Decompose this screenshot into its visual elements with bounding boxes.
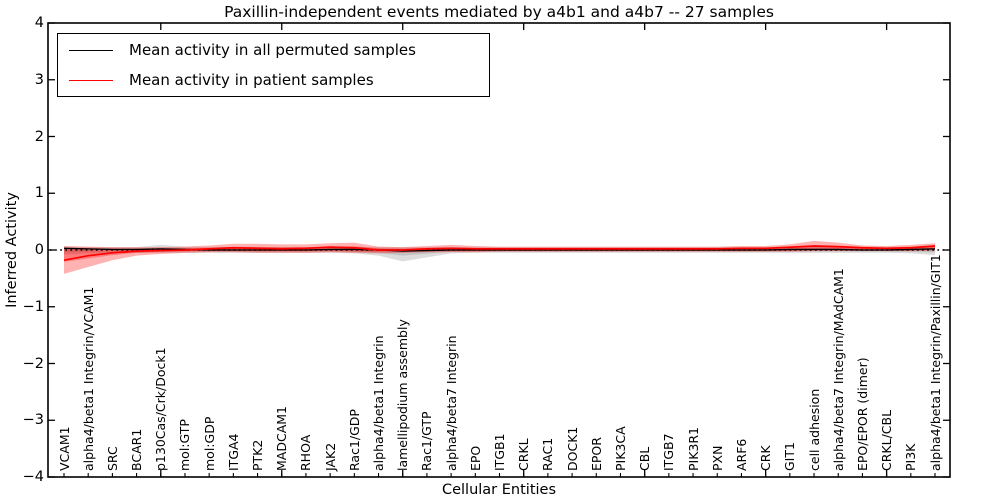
xtick-label: CRKL/CBL <box>879 409 895 471</box>
legend-line-black-icon <box>69 50 113 51</box>
xtick-label: VCAM1 <box>56 426 72 471</box>
legend-line-red-icon <box>69 80 113 81</box>
xtick-label: ITGB1 <box>492 433 507 471</box>
xtick-label: CRK <box>758 445 774 471</box>
plot-title: Paxillin-independent events mediated by a4b1 and a4b7 -- 27 samples <box>224 3 774 21</box>
ytick-label: 0 <box>34 242 44 258</box>
xtick-label: MADCAM1 <box>274 406 290 471</box>
xtick-label: alpha4/beta7 Integrin <box>443 335 459 471</box>
ytick-label: 2 <box>34 128 44 145</box>
ytick-label: 4 <box>34 15 44 31</box>
xtick-label: CRKL <box>516 438 532 471</box>
xtick-label: CBL <box>637 446 653 471</box>
xtick-label: ITGA4 <box>225 433 241 471</box>
xtick-label: Rac1/GDP <box>346 409 362 471</box>
xtick-label: JAK2 <box>322 442 338 471</box>
xtick-label: ARF6 <box>733 438 749 471</box>
legend <box>57 33 490 97</box>
xtick-label: PXN <box>709 445 725 471</box>
legend-label-patient: Mean activity in patient samples <box>129 71 374 89</box>
ytick-label: −1 <box>22 298 44 315</box>
xtick-label: PIK3R1 <box>685 426 701 471</box>
xtick-label: PTK2 <box>250 439 266 471</box>
xtick-label: p130Cas/Crk/Dock1 <box>153 347 169 471</box>
ytick-label: −3 <box>22 412 44 429</box>
xtick-label: alpha4/beta1 Integrin <box>371 335 387 471</box>
xtick-label: BCAR1 <box>129 428 145 471</box>
xtick-label: alpha4/beta1 Integrin/Paxillin/GIT1 <box>927 254 943 471</box>
legend-label-permuted: Mean activity in all permuted samples <box>129 41 416 59</box>
xtick-label: EPO <box>467 445 483 471</box>
xtick-label: DOCK1 <box>564 426 580 471</box>
xtick-label: mol:GDP <box>201 416 217 471</box>
xtick-label: alpha4/beta1 Integrin/VCAM1 <box>80 286 96 471</box>
xtick-label: RAC1 <box>540 437 556 471</box>
xtick-label: PIK3CA <box>612 426 628 471</box>
ytick-label: 3 <box>34 71 44 88</box>
xtick-label: cell adhesion <box>806 388 822 471</box>
xtick-label: RHOA <box>298 434 314 471</box>
ytick-label: −4 <box>22 469 44 485</box>
xtick-label: mol:GTP <box>177 419 193 471</box>
xtick-label: PI3K <box>903 443 919 471</box>
x-axis-label: Cellular Entities <box>441 482 557 498</box>
xtick-label: EPO/EPOR (dimer) <box>854 357 870 471</box>
legend-item-patient <box>58 66 489 94</box>
xtick-label: EPOR <box>588 437 604 471</box>
xtick-label: lamellipodium assembly <box>395 319 411 471</box>
legend-item-permuted <box>58 36 489 64</box>
xtick-label: SRC <box>104 446 120 471</box>
y-axis-label: Inferred Activity <box>4 192 20 308</box>
ytick-label: 1 <box>34 185 44 202</box>
ytick-label: −2 <box>22 355 44 372</box>
xtick-label: alpha4/beta7 Integrin/MAdCAM1 <box>830 268 846 471</box>
xtick-label: GIT1 <box>782 442 798 471</box>
xtick-label: ITGB7 <box>661 433 677 471</box>
xtick-label: Rac1/GTP <box>419 411 435 471</box>
